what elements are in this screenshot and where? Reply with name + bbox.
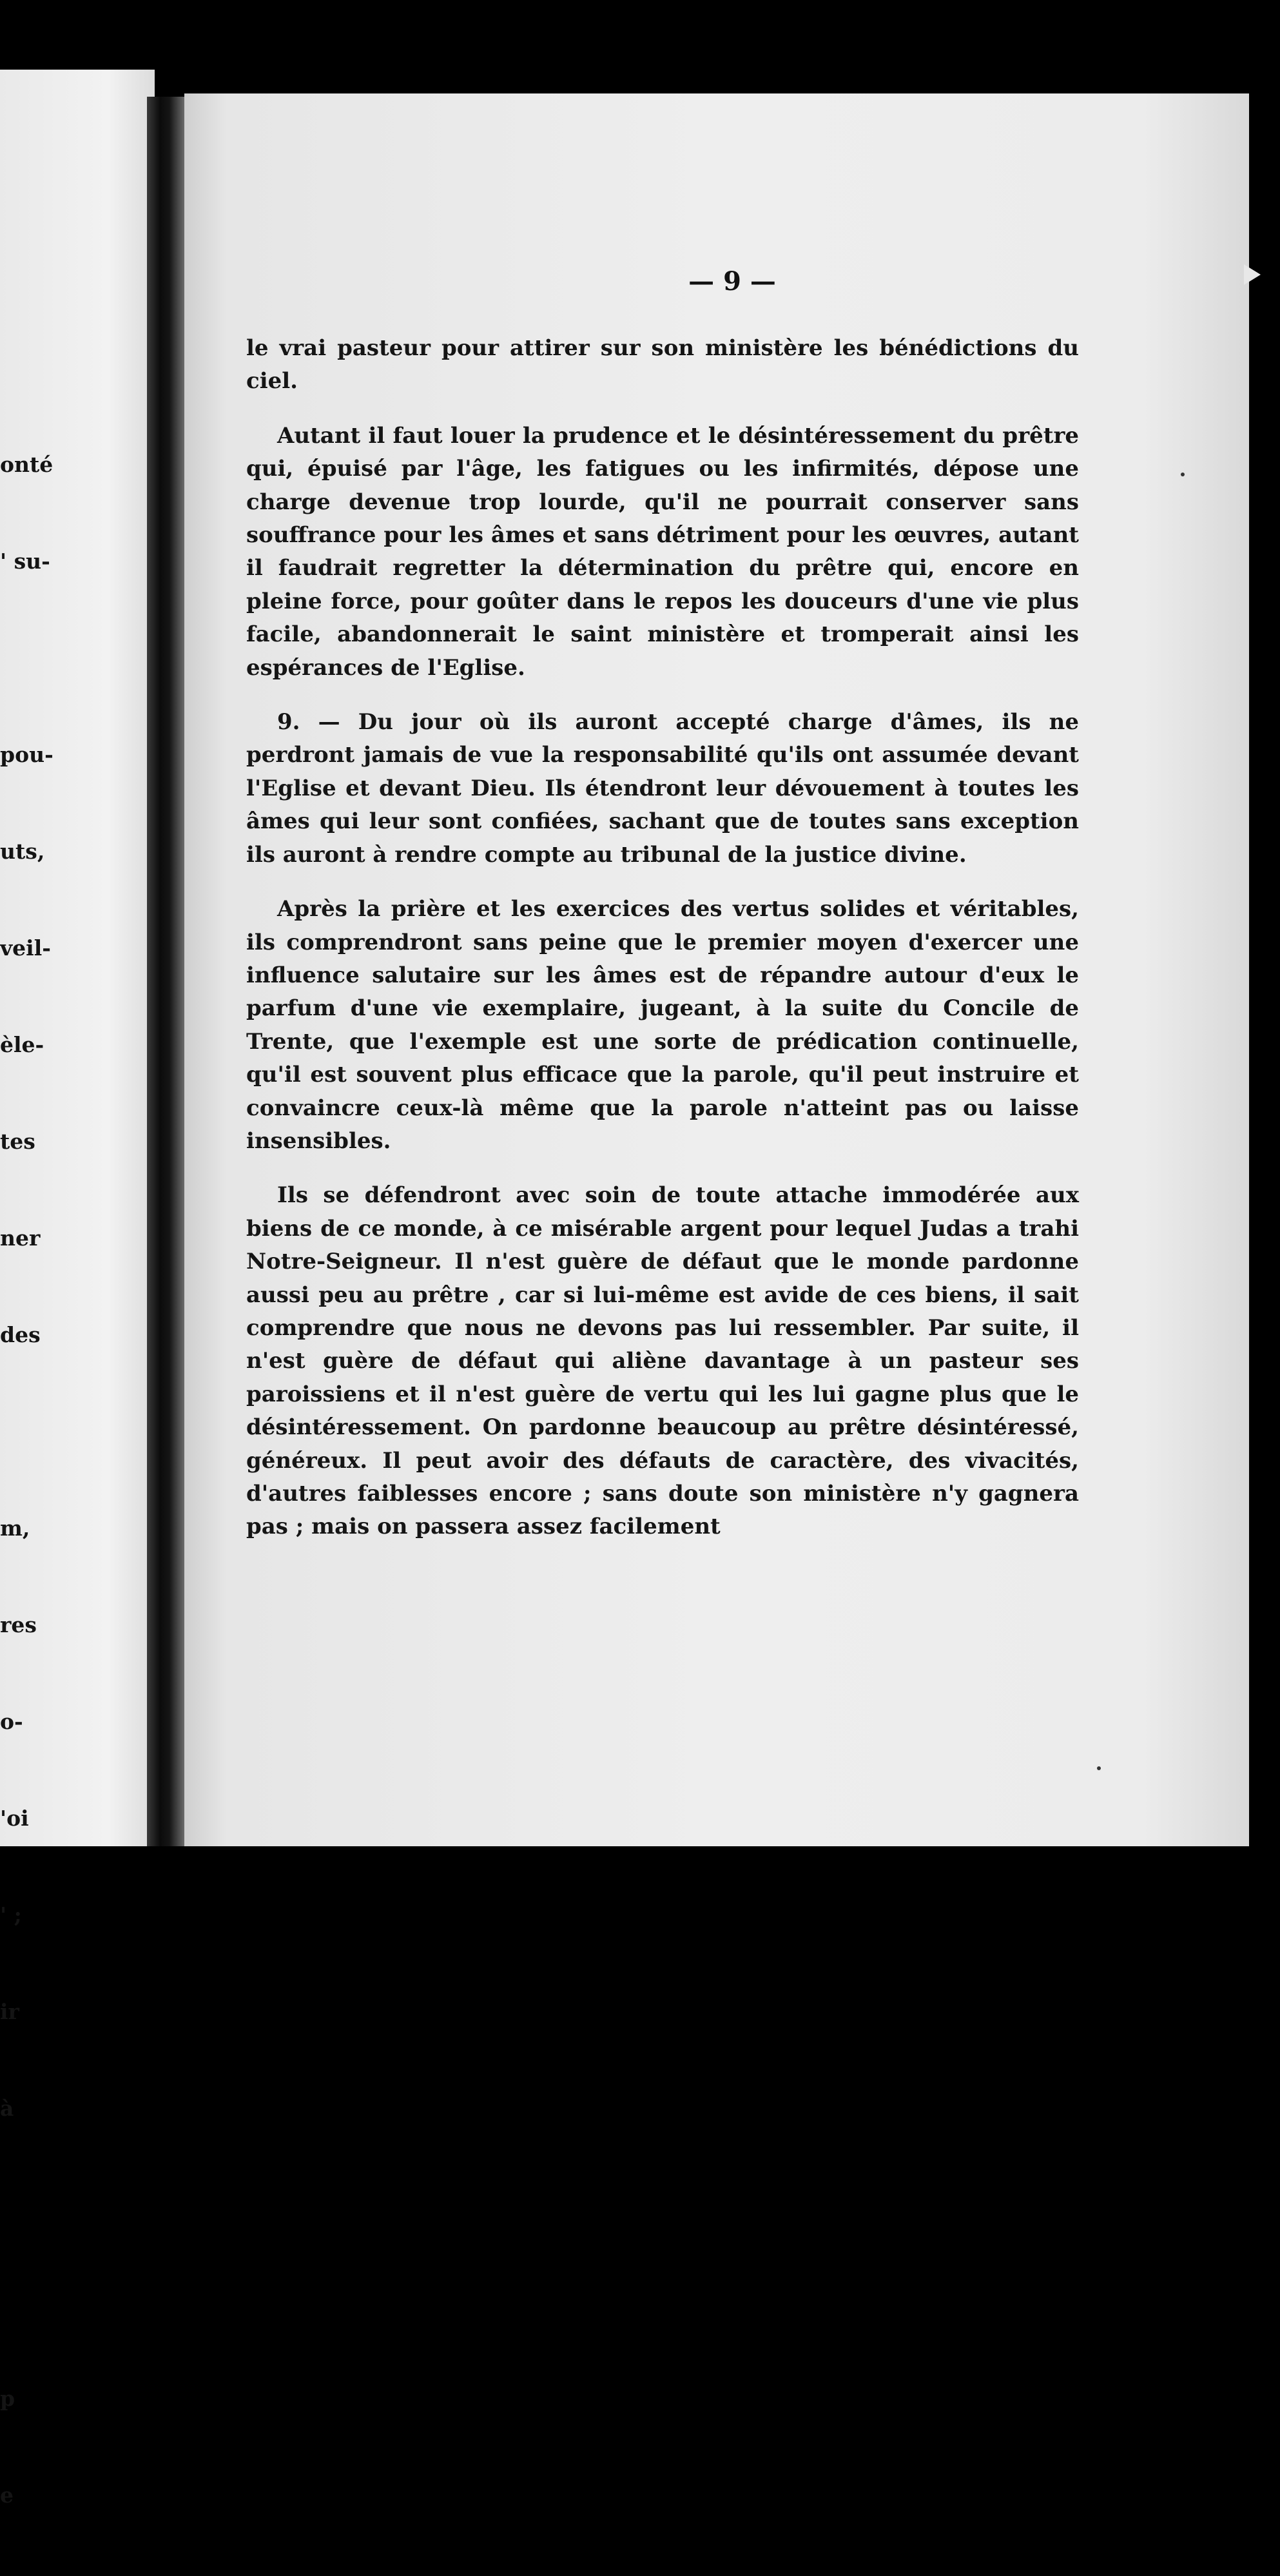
facing-page-line: des [0, 1322, 41, 1347]
facing-page-line [0, 2286, 64, 2318]
facing-page-line: pou- [0, 742, 53, 767]
facing-page-line: ner [0, 1225, 41, 1251]
facing-page-line: e [0, 2483, 14, 2508]
facing-page-line: uts, [0, 839, 45, 864]
paragraph: le vrai pasteur pour attirer sur son ministère les bénédictions du ciel. [246, 335, 1079, 395]
facing-page-line: o- [0, 1709, 23, 1734]
book-gutter [147, 97, 184, 1846]
scan-speck [1097, 1766, 1101, 1770]
page-edge-mark [1244, 264, 1261, 285]
facing-page-line: res [0, 1612, 37, 1637]
paragraph: Ils se défendront avec soin de toute attache immodérée aux biens de ce monde, à ce misérable argent pour lequel Judas a trahi Notre-Seigneur. Il n'est guère de défaut que le monde pardonne aussi peu au prêtre , car si lui-même est avide de ces biens, il sait comprendre que nous ne devons pas lui ressembler. Par suite, il n'est guère de défaut qui aliène davantage à un pasteur ses paroissiens et il n'est guère de vertu qui les lui gagne plus que le désintéressement. On pardonne beaucoup au prêtre désintéressé, généreux. Il peut avoir des défauts de caractère, des vivacités, d'autres faiblesses encore ; sans doute son ministère n'y gagnera pas ; mais on passera assez facilement [246, 1182, 1079, 1540]
facing-page-line: ' ; [0, 1902, 22, 1927]
facing-page-line: onté [0, 452, 53, 477]
facing-page-line: ir [0, 1999, 19, 2024]
facing-page-line: ' su- [0, 549, 50, 574]
facing-page-line: 'oi [0, 1806, 29, 1831]
scan-speck [1181, 473, 1185, 476]
paragraph: Autant il faut louer la prudence et le désintéressement du prêtre qui, épuisé par l'âge, les fatigues ou les infirmités, dépose une charge devenue trop lourde, qu'il ne pourrait conserver sans souffrance pour les âmes et sans détriment pour les œuvres, autant il faudrait regretter la détermination du prêtre qui, encore en pleine force, pour goûter dans le repos les douceurs d'une vie plus facile, abandonnerait le saint ministère et tromperait ainsi les espérances de l'Eglise. [246, 422, 1079, 681]
main-page [184, 93, 1249, 1846]
facing-page-line: veil- [0, 935, 51, 961]
facing-page-text [0, 384, 64, 2576]
facing-page-line: èle- [0, 1032, 44, 1057]
paragraph: Après la prière et les exercices des vertus solides et véritables, ils comprendront sans peine que le premier moyen d'exercer une influence salutaire sur les âmes est de répandre autour d'eux le parfum d'une vie exemplaire, jugeant, à la suite du Concile de Trente, que l'exemple est une sorte de prédication continuelle, qu'il est souvent plus efficace que la parole, qu'il peut instruire et convaincre ceux-là même que la parole n'atteint pas ou laisse insensibles. [246, 896, 1079, 1154]
body-text [246, 332, 1079, 1565]
facing-page-line: m, [0, 1516, 30, 1541]
facing-page [0, 70, 155, 2508]
facing-page-line: p [0, 2386, 15, 2411]
facing-page-line: à [0, 2096, 14, 2121]
facing-page-line: tes [0, 1129, 35, 1154]
facing-page-line [0, 2189, 64, 2221]
page-number: — 9 — [688, 266, 776, 297]
paragraph: 9. — Du jour où ils auront accepté charge d'âmes, ils ne perdront jamais de vue la responsabilité qu'ils ont assumée devant l'Eglise et devant Dieu. Ils étendront leur dévouement à toutes les âmes qui leur sont confiées, sachant que de toutes sans exception ils auront à rendre compte au tribunal de la justice divine. [246, 709, 1079, 868]
facing-page-line [0, 642, 64, 674]
facing-page-line [0, 1416, 64, 1448]
